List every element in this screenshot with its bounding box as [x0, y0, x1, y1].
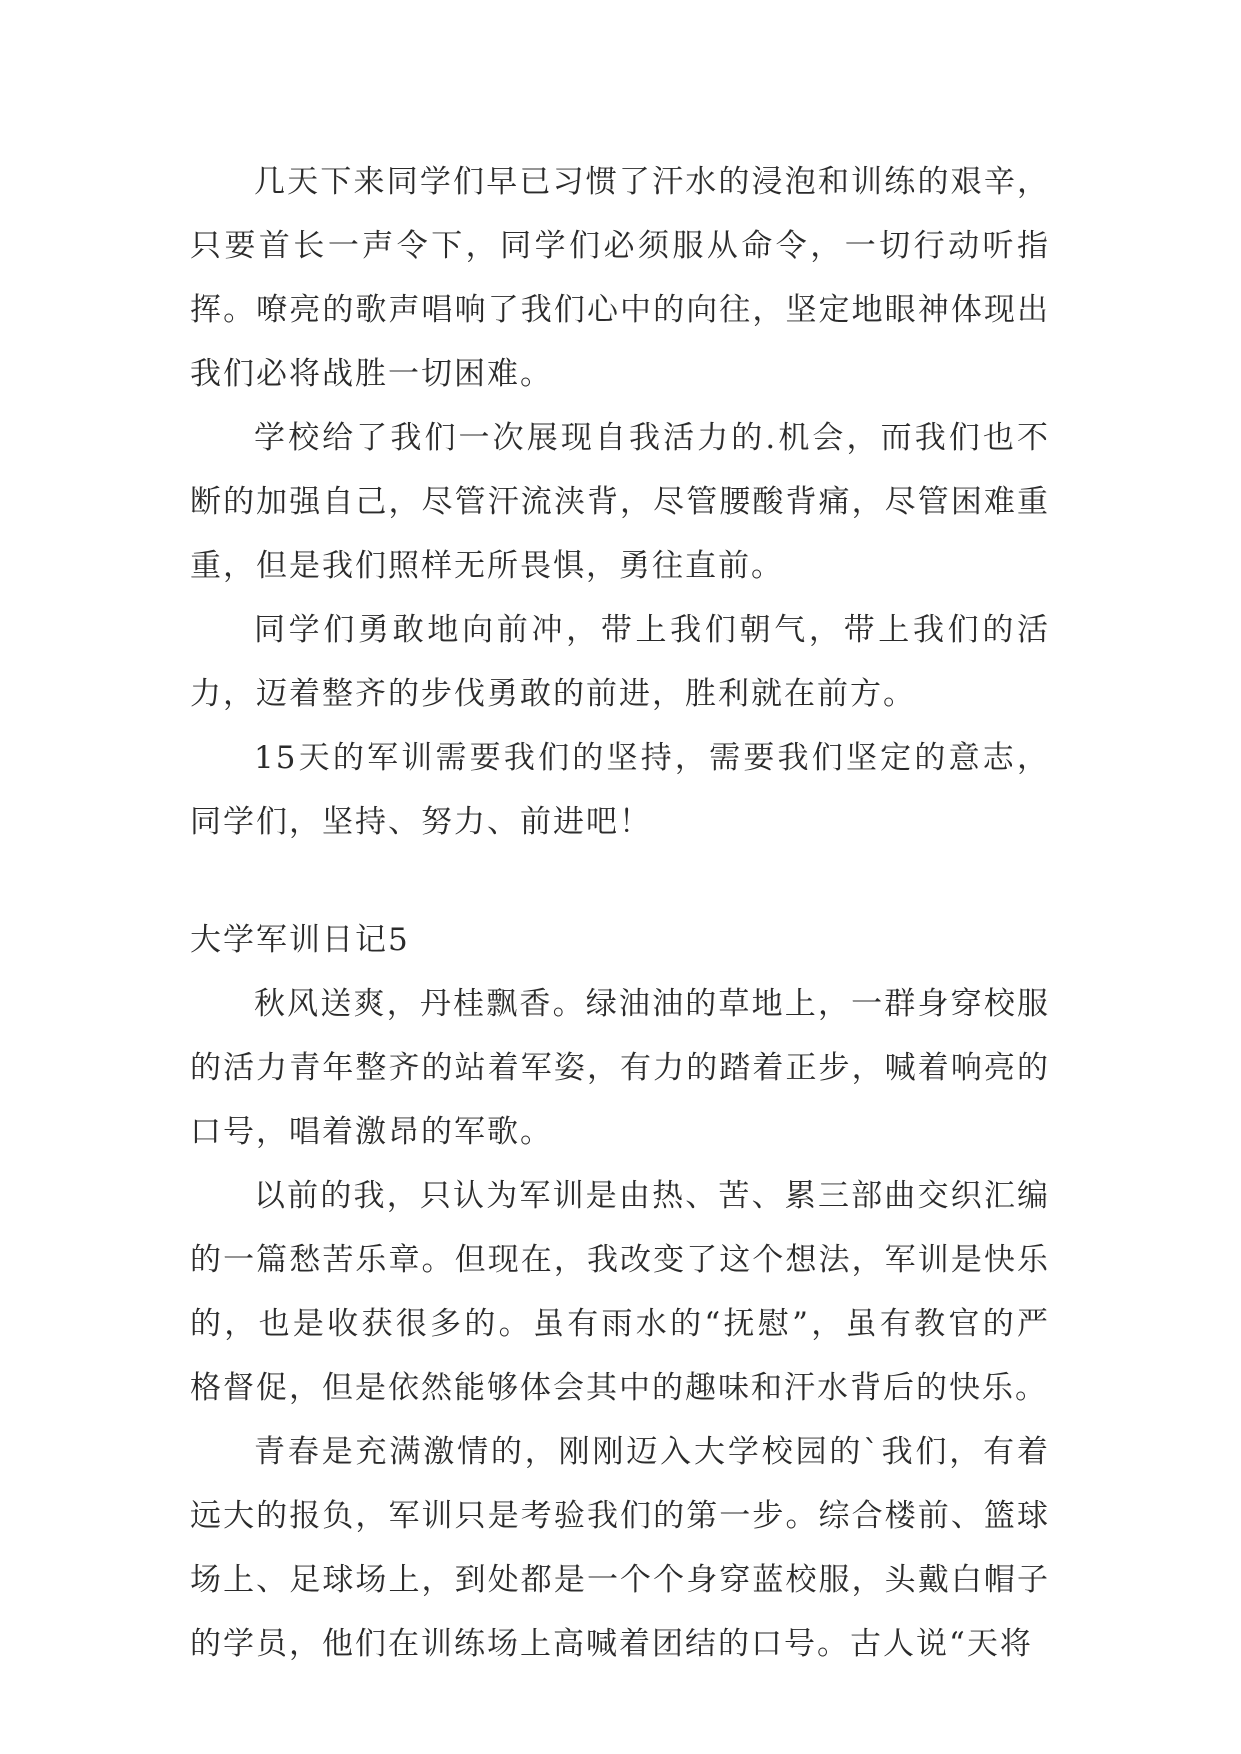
- paragraph: 秋风送爽，丹桂飘香。绿油油的草地上，一群身穿校服的活力青年整齐的站着军姿，有力的踏着正步，喊着响亮的口号，唱着激昂的军歌。: [190, 986, 1050, 1150]
- paragraph: 几天下来同学们早已习惯了汗水的浸泡和训练的艰辛，只要首长一声令下，同学们必须服从命令，一切行动听指挥。嘹亮的歌声唱响了我们心中的向往，坚定地眼神体现出我们必将战胜一切困难。: [190, 164, 1050, 392]
- paragraph: 以前的我，只认为军训是由热、苦、累三部曲交织汇编的一篇愁苦乐章。但现在，我改变了这个想法，军训是快乐的，也是收获很多的。虽有雨水的“抚慰”，虽有教官的严格督促，但是依然能够体会其中的趣味和汗水背后的快乐。: [190, 1178, 1050, 1406]
- document-page: [190, 150, 1050, 1676]
- paragraph: 学校给了我们一次展现自我活力的.机会，而我们也不断的加强自己，尽管汗流浃背，尽管腰酸背痛，尽管困难重重，但是我们照样无所畏惧，勇往直前。: [190, 420, 1050, 584]
- paragraph: 15天的军训需要我们的坚持，需要我们坚定的意志，同学们，坚持、努力、前进吧！: [190, 740, 1050, 840]
- section-title: 大学军训日记5: [190, 922, 410, 958]
- paragraph: 同学们勇敢地向前冲，带上我们朝气，带上我们的活力，迈着整齐的步伐勇敢的前进，胜利就在前方。: [190, 612, 1050, 712]
- paragraph: 青春是充满激情的，刚刚迈入大学校园的`我们，有着远大的报负，军训只是考验我们的第一步。综合楼前、篮球场上、足球场上，到处都是一个个身穿蓝校服，头戴白帽子的学员，他们在训练场上高喊着团结的口号。古人说“天将: [190, 1434, 1050, 1662]
